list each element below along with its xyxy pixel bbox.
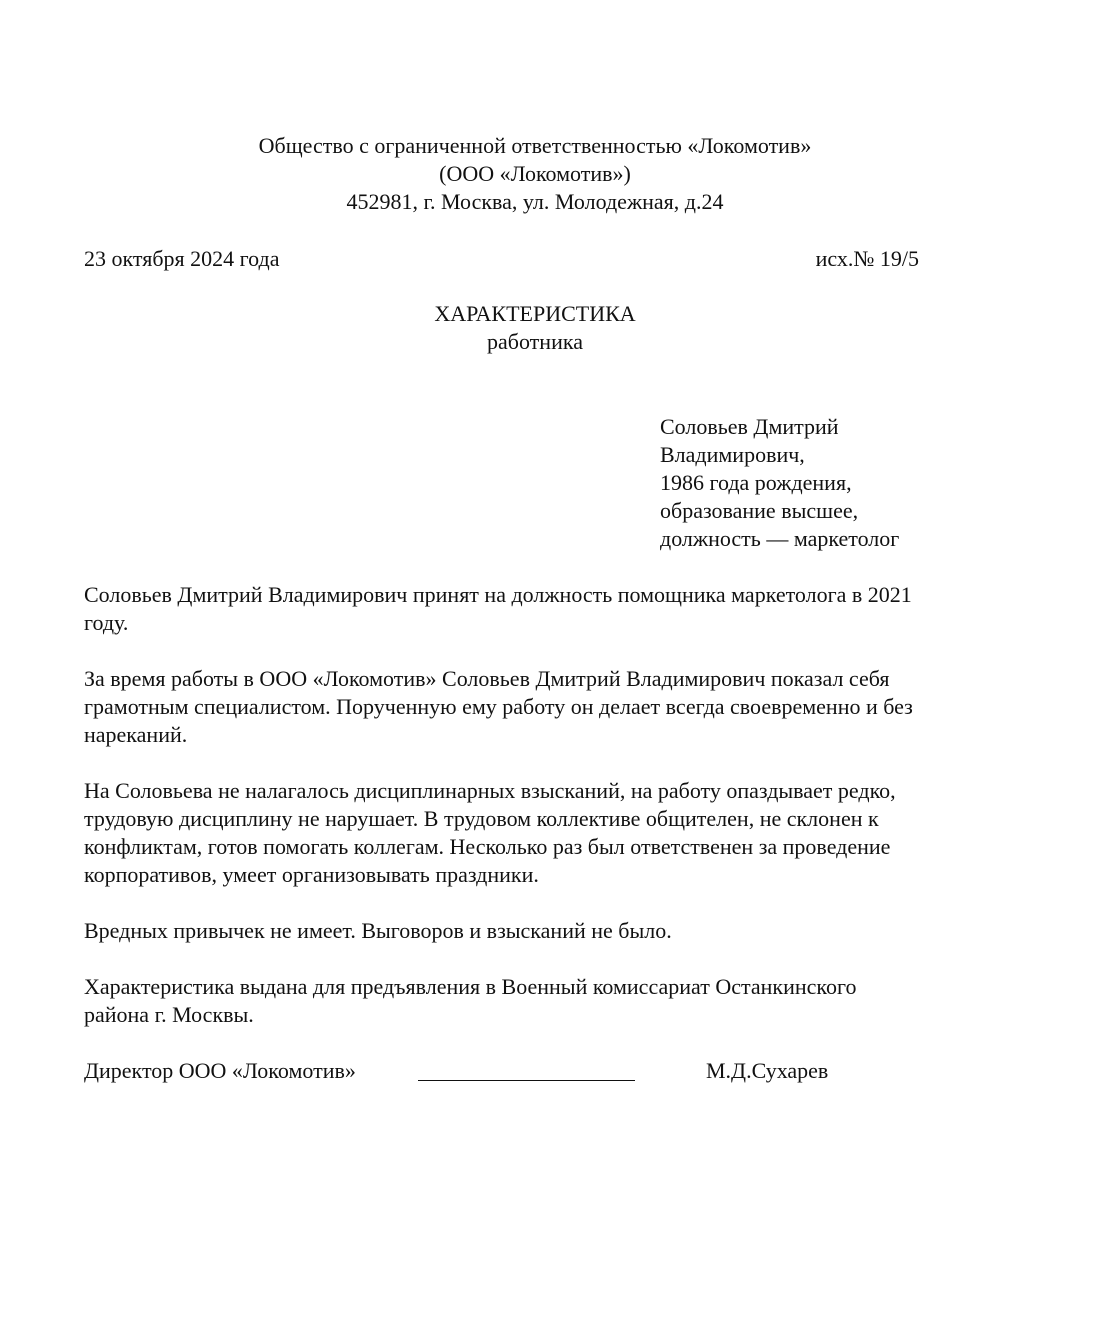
title-main: ХАРАКТЕРИСТИКА <box>434 301 636 326</box>
paragraph-purpose <box>84 973 984 1029</box>
signatory-name: М.Д.Сухарев <box>706 1058 829 1083</box>
paragraph-line: конфликтам, готов помогать коллегам. Несколько раз был ответственен за проведение <box>84 834 891 859</box>
organization-header <box>0 132 1070 216</box>
paragraph-hiring <box>84 581 984 637</box>
paragraph-line: грамотным специалистом. Порученную ему работу он делает всегда своевременно и без <box>84 694 913 719</box>
paragraph-line: района г. Москвы. <box>84 1002 254 1027</box>
title-sub: работника <box>487 329 583 354</box>
paragraph-line: На Соловьева не налагалось дисциплинарных взысканий, на работу опаздывает редко, <box>84 778 896 803</box>
employee-detail-line: Владимирович, <box>660 442 805 467</box>
employee-detail-line: Соловьев Дмитрий <box>660 414 839 439</box>
organization-short-name: (ООО «Локомотив») <box>439 161 631 186</box>
paragraph-line: году. <box>84 610 129 635</box>
paragraph-discipline <box>84 777 984 889</box>
paragraph-performance <box>84 665 984 749</box>
organization-address: 452981, г. Москва, ул. Молодежная, д.24 <box>346 189 724 214</box>
paragraph-line: Вредных привычек не имеет. Выговоров и взысканий не было. <box>84 918 672 943</box>
employee-detail-line: 1986 года рождения, <box>660 470 852 495</box>
signatory-position: Директор ООО «Локомотив» <box>84 1058 356 1083</box>
paragraph-habits <box>84 917 984 945</box>
outgoing-number: исх.№ 19/5 <box>815 246 919 271</box>
paragraph-line: За время работы в ООО «Локомотив» Соловьев Дмитрий Владимирович показал себя <box>84 666 890 691</box>
employee-detail-line: образование высшее, <box>660 498 859 523</box>
paragraph-line: корпоративов, умеет организовывать праздники. <box>84 862 539 887</box>
paragraph-line: Характеристика выдана для предъявления в Военный комиссариат Останкинского <box>84 974 857 999</box>
employee-details <box>660 413 899 553</box>
document-title <box>0 300 1070 356</box>
paragraph-line: трудовую дисциплину не нарушает. В трудовом коллективе общителен, не склонен к <box>84 806 879 831</box>
paragraph-line: нареканий. <box>84 722 188 747</box>
document-date: 23 октября 2024 года <box>84 246 280 271</box>
organization-full-name: Общество с ограниченной ответственностью «Локомотив» <box>258 133 812 158</box>
paragraph-line: Соловьев Дмитрий Владимирович принят на должность помощника маркетолога в 2021 <box>84 582 912 607</box>
employee-detail-line: должность — маркетолог <box>660 526 900 551</box>
signature-line <box>418 1080 635 1081</box>
